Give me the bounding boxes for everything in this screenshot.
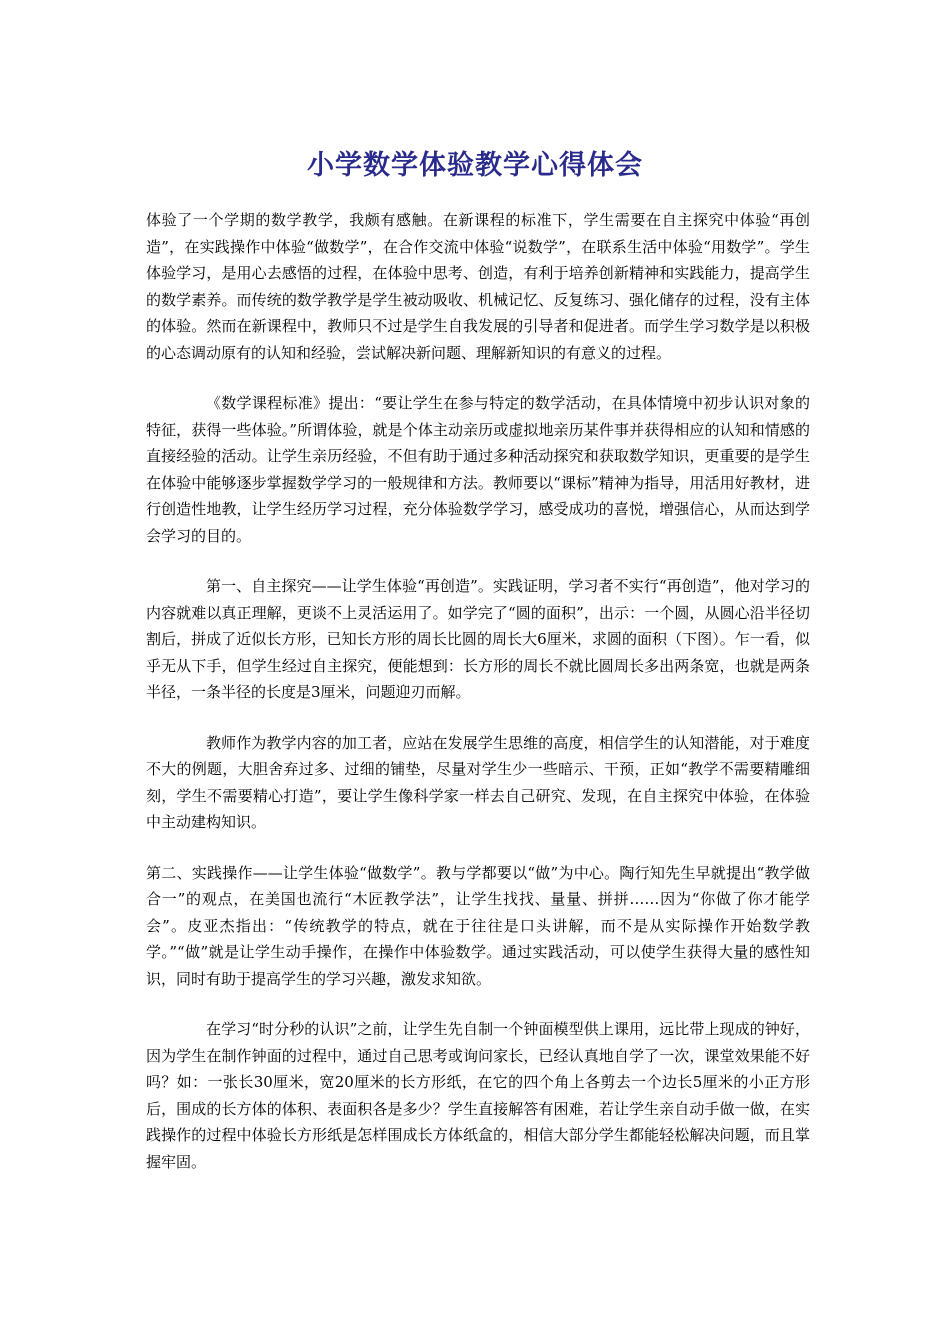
document-title: 小学数学体验教学心得体会 bbox=[307, 150, 643, 181]
paragraph-curriculum-standard: 《数学课程标准》提出：“要让学生在参与特定的数学活动，在具体情境中初步认识对象的特征，获得一些体验。”所谓体验，就是个体主动亲历或虚拟地亲历某件事并获得相应的认知和情感的直接经验的活动。让学生亲历经验，不但有助于通过多种活动探究和获取数学知识，更重要的是学生在体验中能够逐步掌握数学学习的一般规律和方法。教师要以“课标”精神为指导，用活用好教材，进行创造性地教，让学生经历学习过程，充分体验数学学习，感受成功的喜悦，增强信心，从而达到学会学习的目的。 bbox=[146, 394, 810, 545]
paragraph-teacher-role: 教师作为教学内容的加工者，应站在发展学生思维的高度，相信学生的认知潜能，对于难度不大的例题，大胆舍弃过多、过细的铺垫，尽量对学生少一些暗示、干预，正如“教学不需要精雕细刻，学生不需要精心打造”，要让学生像科学家一样去自己研究、发现，在自主探究中体验，在体验中主动建构知识。 bbox=[146, 733, 810, 831]
paragraph-hands-on-practice: 第二、实践操作——让学生体验“做数学”。教与学都要以“做”为中心。陶行知先生早就提出“教学做合一”的观点，在美国也流行“木匠教学法”，让学生找找、量量、拼拼……因为“你做了你才能学会”。皮亚杰指出：“传统教学的特点，就在于往往是口头讲解，而不是从实际操作开始数学教学。”“做”就是让学生动手操作，在操作中体验数学。通过实践活动，可以使学生获得大量的感性知识，同时有助于提高学生的学习兴趣，激发求知欲。 bbox=[146, 863, 810, 988]
document-body bbox=[146, 207, 810, 1199]
paragraph-self-exploration: 第一、自主探究——让学生体验“再创造”。实践证明，学习者不实行“再创造”，他对学习的内容就难以真正理解，更谈不上灵活运用了。如学完了“圆的面积”，出示：一个圆，从圆心沿半径切割后，拼成了近似长方形，已知长方形的周长比圆的周长大6厘米，求圆的面积（下图）。乍一看，似乎无从下手，但学生经过自主探究，便能想到：长方形的周长不就比圆周长多出两条宽，也就是两条半径，一条半径的长度是3厘米，问题迎刃而解。 bbox=[146, 577, 810, 701]
paragraph-clock-example: 在学习“时分秒的认识”之前，让学生先自制一个钟面模型供上课用，远比带上现成的钟好，因为学生在制作钟面的过程中，通过自己思考或询问家长，已经认真地自学了一次，课堂效果能不好吗？如：一张长30厘米，宽20厘米的长方形纸，在它的四个角上各剪去一个边长5厘米的小正方形后，围成的长方体的体积、表面积各是多少？学生直接解答有困难，若让学生亲自动手做一做，在实践操作的过程中体验长方形纸是怎样围成长方体纸盒的，相信大部分学生都能轻松解决问题，而且掌握牢固。 bbox=[146, 1020, 810, 1171]
paragraph-intro: 体验了一个学期的数学教学，我颇有感触。在新课程的标准下，学生需要在自主探究中体验“再创造”，在实践操作中体验“做数学”，在合作交流中体验“说数学”，在联系生活中体验“用数学”。学生体验学习，是用心去感悟的过程，在体验中思考、创造，有利于培养创新精神和实践能力，提高学生的数学素养。而传统的数学教学是学生被动吸收、机械记忆、反复练习、强化储存的过程，没有主体的体验。然而在新课程中，教师只不过是学生自我发展的引导者和促进者。而学生学习数学是以积极的心态调动原有的认知和经验，尝试解决新问题、理解新知识的有意义的过程。 bbox=[146, 211, 810, 362]
